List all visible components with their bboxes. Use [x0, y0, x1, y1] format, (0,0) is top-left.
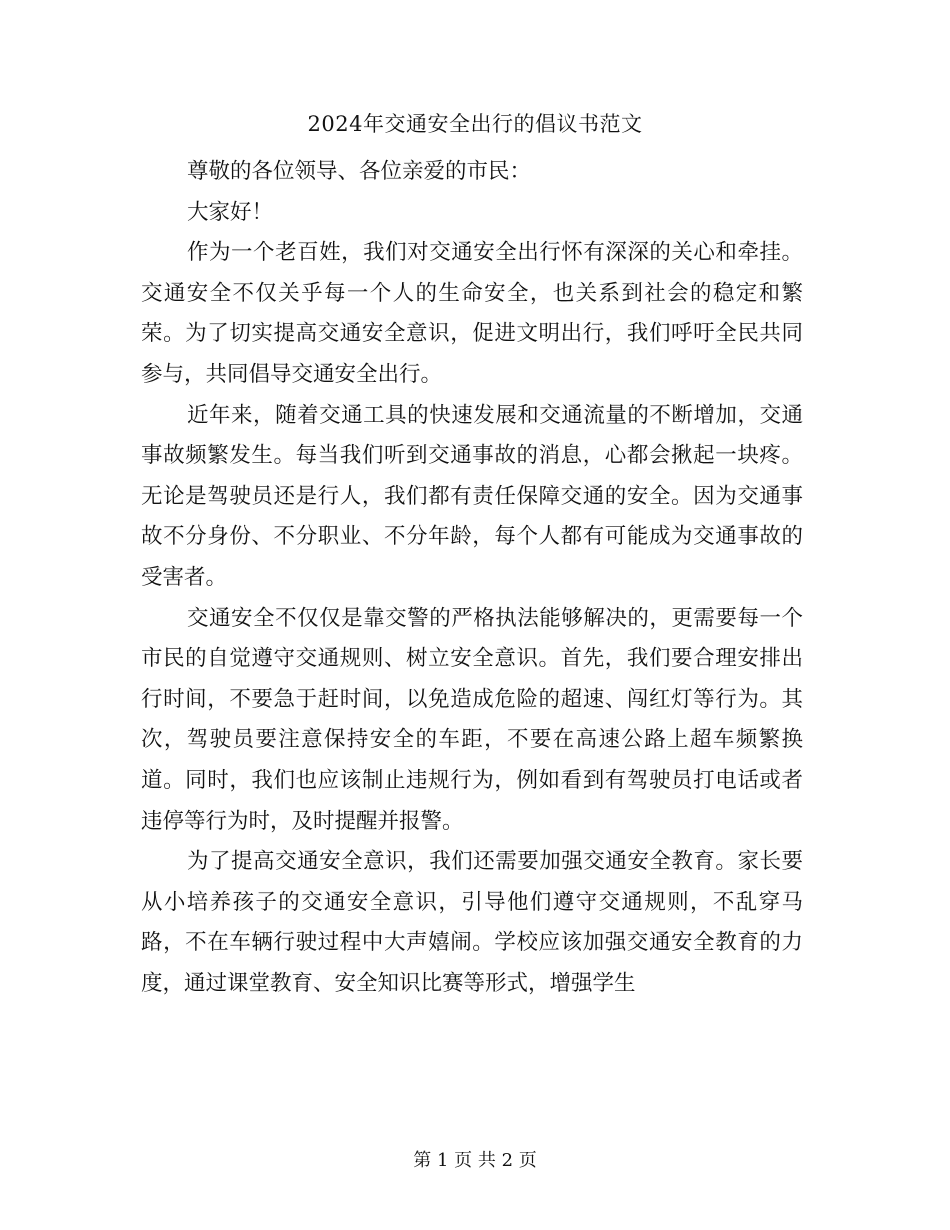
body-paragraph: 交通安全不仅仅是靠交警的严格执法能够解决的，更需要每一个市民的自觉遵守交通规则、树立安全意识。首先，我们要合理安排出行时间，不要急于赶时间，以免造成危险的超速、闯红灯等行为。其次，驾驶员要注意保持安全的车距，不要在高速公路上超车频繁换道。同时，我们也应该制止违规行为，例如看到有驾驶员打电话或者违停等行为时，及时提醒并报警。 — [141, 605, 803, 834]
greeting-paragraph: 大家好！ — [187, 199, 274, 225]
body-paragraph: 为了提高交通安全意识，我们还需要加强交通安全教育。家长要从小培养孩子的交通安全意识，引导他们遵守交通规则，不乱穿马路，不在车辆行驶过程中大声嬉闹。学校应该加强交通安全教育的力度，通过课堂教育、安全知识比赛等形式，增强学生 — [141, 849, 803, 996]
body-paragraph: 近年来，随着交通工具的快速发展和交通流量的不断增加，交通事故频繁发生。每当我们听到交通事故的消息，心都会揪起一块疼。无论是驾驶员还是行人，我们都有责任保障交通的安全。因为交通事故不分身份、不分职业、不分年龄，每个人都有可能成为交通事故的受害者。 — [141, 402, 803, 590]
page-number-footer: 第 1 页 共 2 页 — [413, 1150, 537, 1171]
document-title: 2024年交通安全出行的倡议书范文 — [307, 112, 643, 136]
body-paragraph: 作为一个老百姓，我们对交通安全出行怀有深深的关心和牵挂。交通安全不仅关乎每一个人的生命安全，也关系到社会的稳定和繁荣。为了切实提高交通安全意识，促进文明出行，我们呼吁全民共同参与，共同倡导交通安全出行。 — [141, 240, 803, 387]
salutation-paragraph: 尊敬的各位领导、各位亲爱的市民： — [187, 159, 532, 184]
document-body — [141, 152, 803, 1004]
